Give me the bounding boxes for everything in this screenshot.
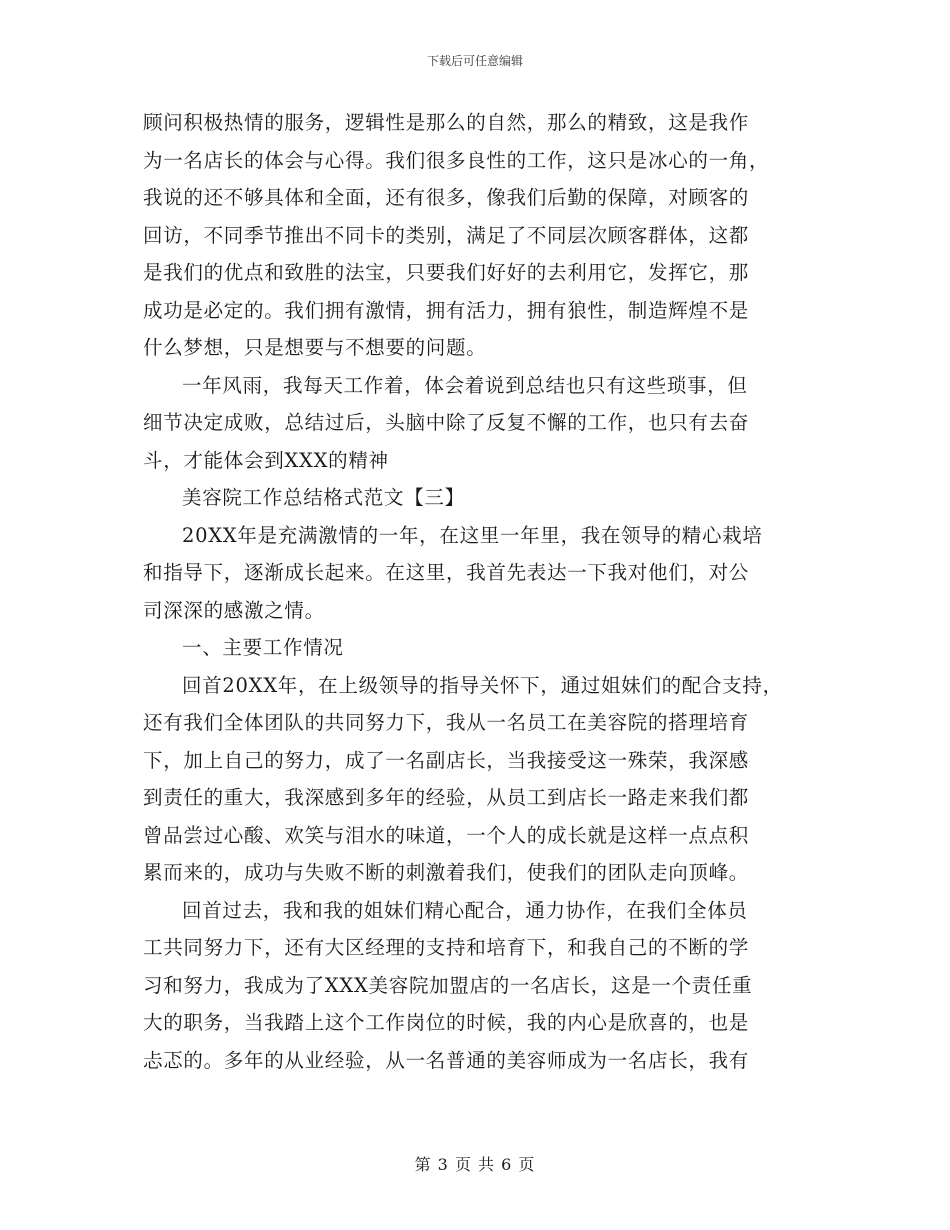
text-line: 回首过去，我和我的姐妹们精心配合，通力协作，在我们全体员 <box>182 898 748 922</box>
text-line: 到责任的重大，我深感到多年的经验，从员工到店长一路走来我们都 <box>143 786 750 809</box>
text-line: 回访，不同季节推出不同卡的类别，满足了不同层次顾客群体，这都 <box>143 223 750 247</box>
page-header: 下载后可任意编辑 <box>426 54 523 68</box>
text-line: 顾问积极热情的服务，逻辑性是那么的自然，那么的精致，这是我作 <box>143 111 750 134</box>
text-line: 美容院工作总结格式范文【三】 <box>182 486 465 509</box>
text-line: 下，加上自己的努力，成了一名副店长，当我接受这一殊荣，我深感 <box>143 748 750 772</box>
text-line: 斗，才能体会到XXX的精神 <box>143 448 389 472</box>
text-line: 一年风雨，我每天工作着，体会着说到总结也只有这些琐事，但 <box>182 373 748 397</box>
text-line: 曾品尝过心酸、欢笑与泪水的味道，一个人的成长就是这样一点点积 <box>143 823 750 847</box>
text-line: 为一名店长的体会与心得。我们很多良性的工作，这只是冰心的一角， <box>143 148 770 172</box>
page-footer: 第 3 页 共 6 页 <box>414 1155 536 1174</box>
text-line: 还有我们全体团队的共同努力下，我从一名员工在美容院的搭理培育 <box>143 711 750 734</box>
text-line: 大的职务，当我踏上这个工作岗位的时候，我的内心是欣喜的，也是 <box>143 1011 750 1034</box>
text-line: 是我们的优点和致胜的法宝，只要我们好好的去利用它，发挥它，那 <box>143 261 750 284</box>
text-line: 忐忑的。多年的从业经验，从一名普通的美容师成为一名店长，我有 <box>143 1048 750 1072</box>
text-line: 司深深的感激之情。 <box>143 598 325 622</box>
document-body <box>143 104 815 1079</box>
text-line: 一、主要工作情况 <box>182 636 344 659</box>
text-line: 回首20XX年，在上级领导的指导关怀下，通过姐妹们的配合支持， <box>182 673 783 697</box>
text-line: 累而来的，成功与失败不断的刺激着我们，使我们的团队走向顶峰。 <box>143 861 750 884</box>
text-line: 细节决定成败，总结过后，头脑中除了反复不懈的工作，也只有去奋 <box>143 411 750 434</box>
text-line: 工共同努力下，还有大区经理的支持和培育下，和我自己的不断的学 <box>143 936 750 959</box>
text-line: 习和努力，我成为了XXX美容院加盟店的一名店长，这是一个责任重 <box>143 973 753 997</box>
text-line: 什么梦想，只是想要与不想要的问题。 <box>143 336 487 359</box>
text-line: 成功是必定的。我们拥有激情，拥有活力，拥有狼性，制造辉煌不是 <box>143 298 750 322</box>
text-line: 和指导下，逐渐成长起来。在这里，我首先表达一下我对他们，对公 <box>143 561 750 584</box>
text-line: 我说的还不够具体和全面，还有很多，像我们后勤的保障，对顾客的 <box>143 186 750 209</box>
text-line: 20XX年是充满激情的一年，在这里一年里，我在领导的精心栽培 <box>182 523 763 547</box>
